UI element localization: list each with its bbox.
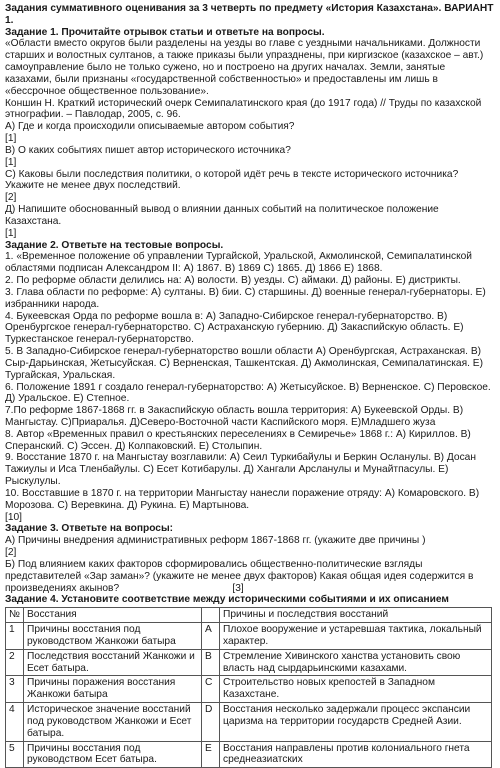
task1-points-a: [1] (5, 133, 17, 145)
table-row (6, 676, 492, 703)
row-number: 4 (6, 703, 24, 741)
row-number: 2 (6, 649, 24, 676)
task4-heading: Задание 4. Установите соответствие между историческими событиями и их описанием (5, 594, 449, 606)
task1-question-d: Д) Напишите обоснованный вывод о влиянии данных событий на политическое положение Казахстана. (5, 204, 439, 227)
header-letter (202, 608, 220, 623)
task2-item: 8. Автор «Временных правил о крестьянских переселениях в Семиречье» 1868 г.: А) Кириллов. В) Сперанский. С) Эссен. Д) Колпаковский. Е) Столыпин. (5, 428, 471, 452)
task3-heading: Задание 3. Ответьте на вопросы: (5, 523, 174, 535)
header-uprisings: Восстания (24, 608, 202, 623)
row-event: Причины восстания под руководством Жанкожи батыра (24, 623, 202, 650)
task1-points-b: [1] (5, 156, 17, 168)
task1-question-c: С) Каковы были последствия политики, о которой идёт речь в тексте исторического источника? Укажите не менее двух последствий. (5, 168, 459, 192)
task2-item: 3. Глава области по реформе: А) султаны. В) бии. С) старшины. Д) военные генерал-губернаторы. Е) избранники народа. (5, 286, 486, 310)
task2-item: 10. Восставшие в 1870 г. на территории Мангыстау нанесли поражение отряду: А) Комаровского. В) Морозова. С) Веревкина. Д) Рукина. Е) Мартынова. (5, 487, 480, 511)
document-title: Задания суммативного оценивания за 3 четверть по предмету «История Казахстана». ВАРИАНТ 1. (5, 3, 494, 26)
task2-item: 6. Положение 1891 г создало генерал-губернаторство: А) Жетысуйское. В) Верненское. С) Перовское. Д) Уральское. Е) Степное. (5, 381, 491, 405)
task3-question-a: А) Причины внедрения административных реформ 1867-1868 гг. (укажите две причины ) (5, 535, 426, 547)
row-letter: В (202, 649, 220, 676)
task1-source: Коншин Н. Краткий исторический очерк Семипалатинского края (до 1917 года) // Труды по казахской этнографии. – Павлодар, 2005, с. 96. (5, 97, 482, 121)
task3-points-b: [3] (232, 582, 244, 594)
table-row (6, 649, 492, 676)
task1-question-b: В) О каких событиях пишет автор исторического источника? (5, 144, 291, 156)
task1-question-a: А) Где и когда происходили описываемые автором события? (5, 121, 295, 133)
row-event: Последствия восстаний Жанкожи и Есет батыра. (24, 649, 202, 676)
row-number: 5 (6, 741, 24, 768)
row-description: Восстания несколько задержали процесс экспансии царизма на территории государств Средней Азии. (220, 703, 492, 741)
task2-item: 7.По реформе 1867-1868 гг. в Закаспийскую область вошла территория: А) Букеевской Орды. В) Мангыстау. С)Приаралья. Д)Северо-Восточной части Каспийского моря. Е)Младшего жуза (5, 405, 464, 428)
task3-question-b-text: Б) Под влиянием каких факторов сформировались общественно-политические взгляды представителей «Зар заман»? (укажите не менее двух факторов) Какая общая идея содержится в произведениях акынов? (5, 558, 474, 594)
row-event: Причины поражения восстания Жанкожи батыра (24, 676, 202, 703)
header-number: № (6, 608, 24, 623)
header-causes: Причины и последствия восстаний (220, 608, 492, 623)
task2-item: 5. В Западно-Сибирское генерал-губернаторство вошли области А) Оренбургская, Астраханская. В) Сыр-Дарьинская, Жетысуйская. С) Верненская, Ташкентская. Д) Акмолинская, Семипалатинская. Е) Тургайская, Уральская. (5, 346, 483, 381)
row-letter: А (202, 623, 220, 650)
row-description: Строительство новых крепостей в Западном Казахстане. (220, 676, 492, 703)
task2-item: 9. Восстание 1870 г. на Мангыстау возглавили: А) Сеил Туркибайулы и Беркин Осланулы. В) Досан Тажиулы и Иса Тленбайулы. С) Есет Котибарулы. Д) Хангали Арсланулы и Мунайтпасулы. Е) Рыскулулы. (5, 452, 476, 488)
task2-item: 1. «Временное положение об управлении Тургайской, Уральской, Акмолинской, Семипалатинской областями подписан Александром II: А) 1867. В) 1869 С) 1865. Д) 1866 Е) 1868. (5, 251, 473, 275)
task2-item: 4. Букеевская Орда по реформе вошла в: А) Западно-Сибирское генерал-губернаторство. В) Оренбургское генерал-губернаторство. С) Астраханскую губернию. Д) Закаспийскую область. Е) Туркестанское генерал-губернаторство. (5, 310, 464, 346)
row-letter: С (202, 676, 220, 703)
row-event: Причины восстания под руководством Есет батыра. (24, 741, 202, 768)
task3-question-b (5, 559, 494, 594)
row-description: Плохое вооружение и устаревшая тактика, локальный характер. (220, 623, 492, 650)
table-row (6, 623, 492, 650)
row-number: 1 (6, 623, 24, 650)
task1-points-c: [2] (5, 192, 17, 204)
matching-table (5, 607, 492, 768)
row-description: Восстания направлены против колониального гнета среднеазиатских (220, 741, 492, 768)
row-number: 3 (6, 676, 24, 703)
task1-heading: Задание 1. Прочитайте отрывок статьи и ответьте на вопросы. (5, 26, 325, 38)
task2-heading: Задание 2. Ответьте на тестовые вопросы. (5, 239, 224, 251)
task2-points: [10] (5, 511, 22, 523)
task2-item: 2. По реформе области делились на: А) волости. В) уезды. С) аймаки. Д) районы. Е) дистрикты. (5, 275, 461, 287)
row-letter: Е (202, 741, 220, 768)
table-header-row (6, 608, 492, 623)
task1-passage: «Области вместо округов были разделены на уезды во главе с уездными начальниками. Должности старших и волостных султанов, а также приказы были упразднены, при киргизское (казахское – авт.) самоуправление было не только сужено, но и построено на других началах. Земли, занятые казахами, были признаны «государственной собственностью» и предоставлены им лишь в «бессрочное общественное пользование». (5, 38, 484, 97)
row-description: Стремление Хивинского ханства установить свою власть над сырдарьинскими казахами. (220, 649, 492, 676)
table-row (6, 741, 492, 768)
task3-points-a: [2] (5, 547, 17, 559)
row-letter: D (202, 703, 220, 741)
task1-points-d: [1] (5, 227, 17, 239)
row-event: Историческое значение восстаний под руководством Жанкожи и Есет батыра. (24, 703, 202, 741)
